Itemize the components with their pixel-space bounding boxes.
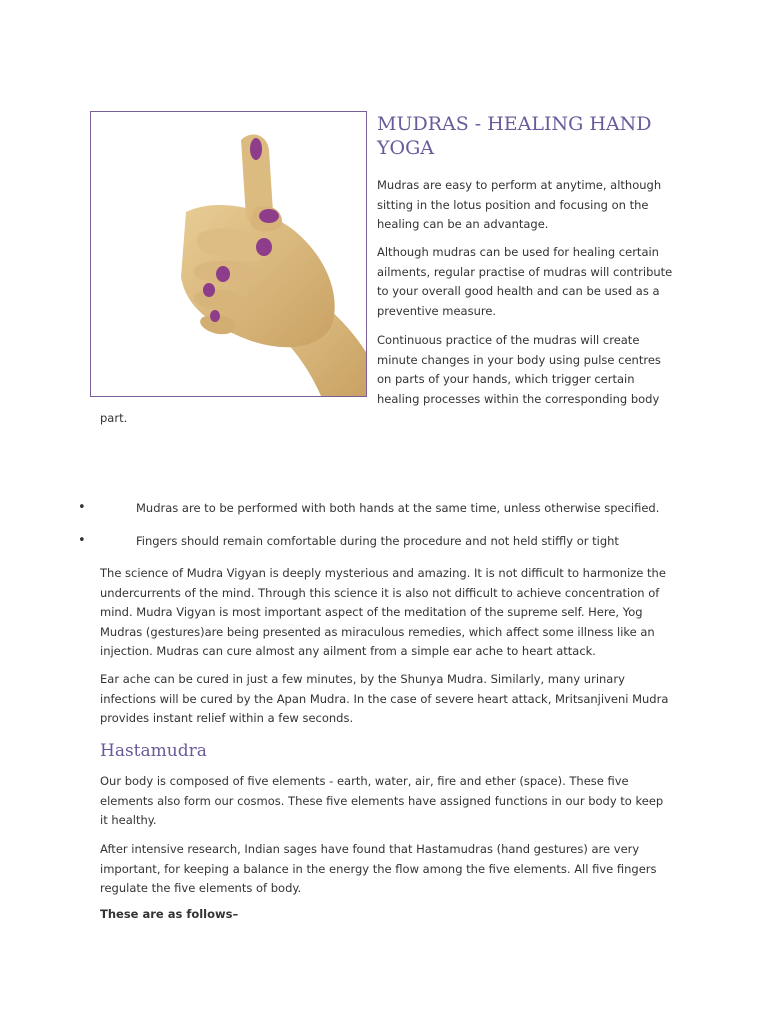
body-paragraph-2: Ear ache can be cured in just a few minutes, by the Shunya Mudra. Similarly, many urinary infections will be cured by the Apan Mudra. In the case of severe heart attack, Mritsanjiveni Mudra provides instant relief within a few seconds. [100,672,669,725]
intro-paragraph-3-tail: part. [100,411,128,425]
article-title: MUDRAS - HEALING HAND YOGA [377,113,652,159]
intro-paragraph-2: Although mudras can be used for healing certain ailments, regular practise of mudras will contribute to your overall good health and can be used as a preventive measure. [377,245,673,318]
intro-paragraph-3: Continuous practice of the mudras will create minute changes in your body using pulse centres on parts of your hands, which trigger certain healing processes within the corresponding body [377,333,661,406]
bullet-icon: • [78,533,86,548]
closing-text: These are as follows– [100,907,239,921]
tips-list [78,500,678,566]
body-paragraph-1: The science of Mudra Vigyan is deeply mysterious and amazing. It is not difficult to harmonize the undercurrents of the mind. Through this science it is also not difficult to achieve concentration of mind. Mudra Vigyan is most important aspect of the meditation of the supreme self. Here, Yog Mudras (gestures)are being presented as miraculous remedies, which affect some illness like an injection. Mudras can cure almost any ailment from a simple ear ache to heart attack. [100,566,666,658]
section-paragraph-1: Our body is composed of five elements - earth, water, air, fire and ether (space). These five elements also form our cosmos. These five elements have assigned functions in our body to keep it healthy. [100,774,664,827]
intro-paragraph-1: Mudras are easy to perform at anytime, although sitting in the lotus position and focusing on the healing can be an advantage. [377,178,662,231]
list-item [78,500,678,533]
section-paragraph-2: After intensive research, Indian sages have found that Hastamudras (hand gestures) are very important, for keeping a balance in the energy the flow among the five elements. All five fingers regulate the five elements of body. [100,842,657,895]
bullet-icon: • [78,500,86,515]
list-item-text: Mudras are to be performed with both hands at the same time, unless otherwise specified. [136,501,660,515]
list-item [78,533,678,566]
list-item-text: Fingers should remain comfortable during the procedure and not held stiffly or tight [136,534,619,548]
hand-mudra-icon [91,112,366,396]
section-heading: Hastamudra [100,741,207,761]
hand-mudra-image [90,111,367,397]
